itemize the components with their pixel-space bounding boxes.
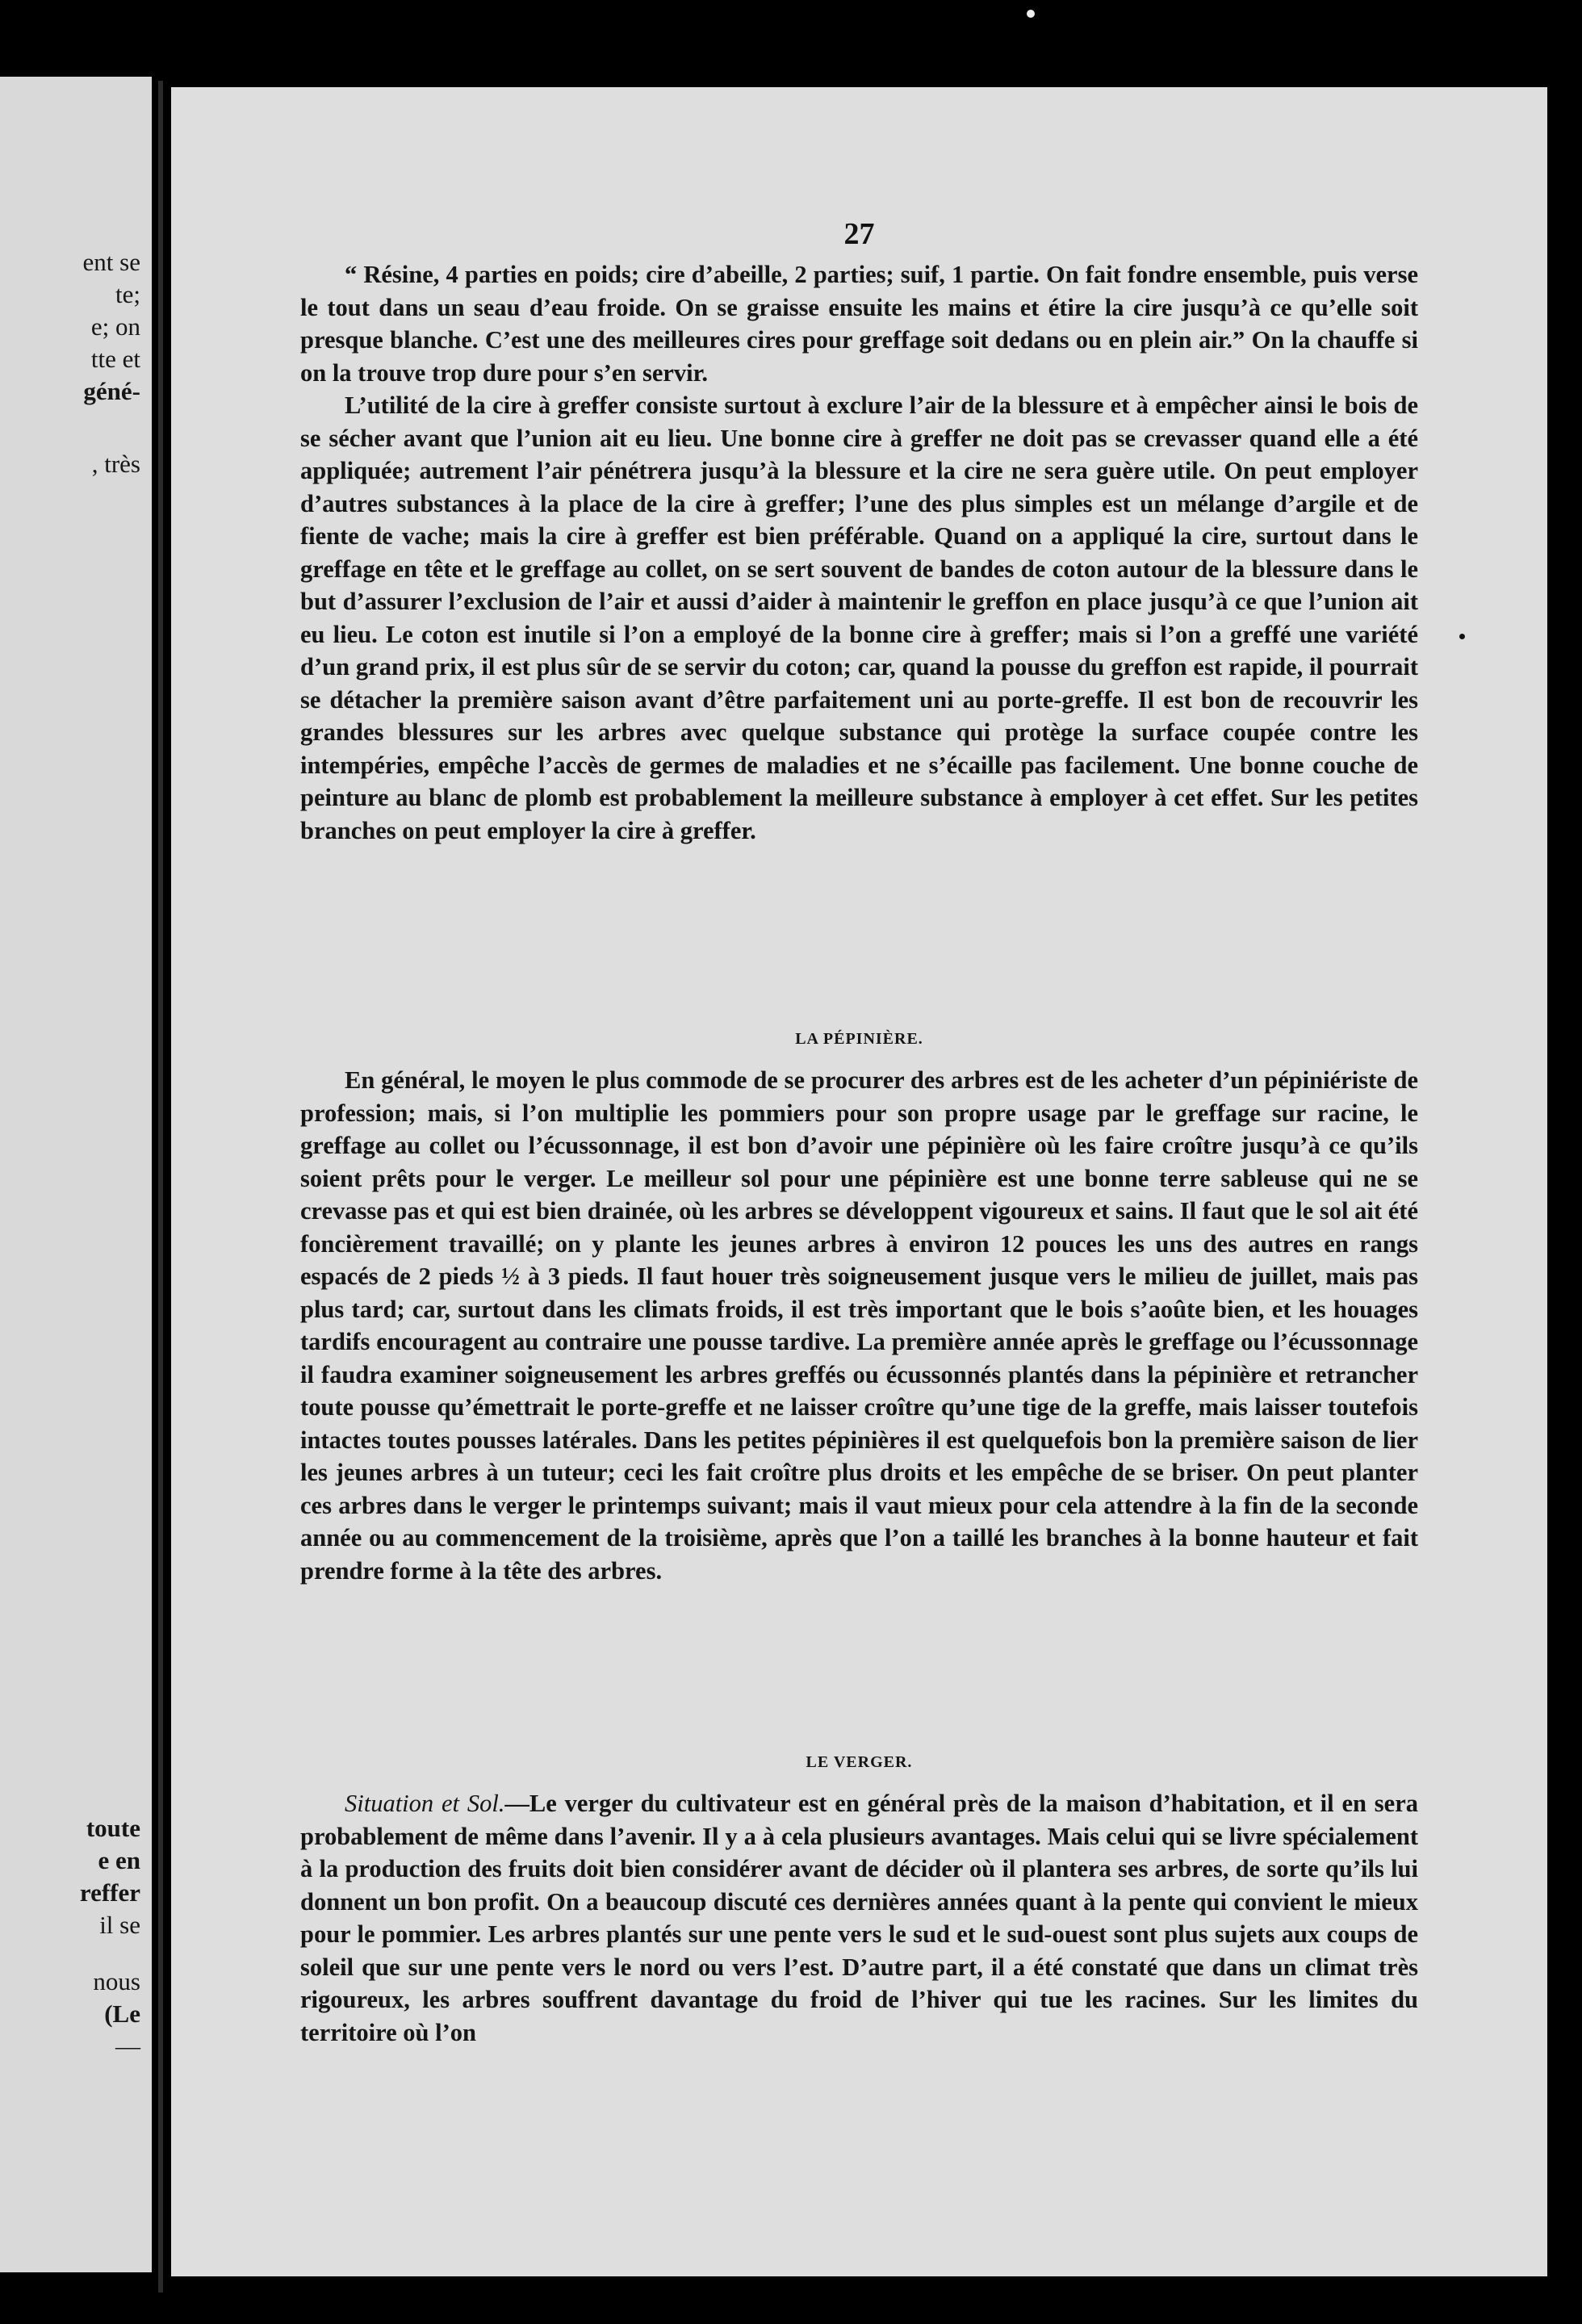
left-fragment-line: nous [93, 1967, 140, 1995]
scan-speck [1027, 10, 1035, 18]
left-fragment-line: (Le [104, 1999, 140, 2028]
paragraph: “ Résine, 4 parties en poids; cire d’abeille, 2 parties; suif, 1 partie. On fait fondre ensemble, puis verse le tout dans un seau d’eau froide. On se graisse ensuite les mains et étire la cire jusqu’à ce qu’elle soit presque blanche. C’est une des meilleures cires pour greffage soit dedans ou en plein air.” On la chauffe si on la trouve trop dure pour s’en servir. [300, 261, 1418, 387]
left-fragment-line: toute [86, 1814, 140, 1842]
paragraph: En général, le moyen le plus commode de se procurer des arbres est de les acheter d’un pépiniériste de profession; mais, si l’on multiplie les pommiers pour son propre usage par le greffage sur racine, le greffage au collet ou l’écussonnage, il est bon d’avoir une pépinière où les faire croître jusqu’à ce qu’ils soient prêts pour le verger. Le meilleur sol pour une pépinière est une bonne terre sableuse qui ne se crevasse pas et qui est bien drainée, où les arbres se développent vigoureux et sains. Il faut que le sol ait été foncièrement travaillé; on y plante les jeunes arbres à environ 12 pouces les uns des autres en rangs espacés de 2 pieds ½ à 3 pieds. Il faut houer très soigneusement jusque vers le milieu de juillet, mais pas plus tard; car, surtout dans les climats froids, il est très important que le bois s’aoûte bien, et les houages tardifs encouragent au contraire une pousse tardive. La première année après le greffage ou l’écussonnage il faudra examiner soigneusement les arbres greffés ou écussonnés plantés dans la pépinière et retrancher toute pousse qu’émettrait le porte-greffe et ne laisser croître qu’une tige de la greffe, mais laisser toutefois intactes toutes pousses latérales. Dans les petites pépinières il est quelquefois bon la première saison de lier les jeunes arbres à un tuteur; ceci les fait croître plus droits et les empêche de se briser. On peut planter ces arbres dans le verger le printemps suivant; mais il vaut mieux pour cela attendre à la fin de la seconde année ou au commencement de la troisième, après que l’on a taillé les branches à la bonne hauteur et fait prendre forme à la tête des arbres. [300, 1066, 1418, 1585]
verger-text: —Le verger du cultivateur est en général près de la maison d’habitation, et il en sera probablement de même dans l’avenir. Il y a à cela plusieurs avantages. Mais celui qui se livre spécialement à la production des fruits doit bien considérer avant de décider où il plantera ses arbres, de sorte qu’ils lui donnent un bon profit. On a beaucoup discuté ces dernières années quant à la pente qui convient le mieux pour le pommier. Les arbres plantés sur une pente vers le sud et le sud-ouest sont plus sujets aux coups de soleil que sur une pente vers le nord ou vers l’est. D’autre part, il a été constaté que dans un climat très rigoureux, les arbres souffrent davantage du froid de l’hiver qui tue les racines. Sur les limites du territoire où l’on [300, 1790, 1418, 2046]
scan-speck [1459, 634, 1465, 639]
section-heading-pepiniere: LA PÉPINIÈRE. [795, 1030, 923, 1048]
left-fragment-line [80, 1941, 140, 1966]
left-page-fragment [0, 77, 152, 2272]
page-number: 27 [843, 217, 875, 251]
left-fragment-line [83, 408, 140, 440]
paragraph: L’utilité de la cire à greffer consiste surtout à exclure l’air de la blessure et à empêcher ainsi le bois de se sécher avant que l’union ait eu lieu. Une bonne cire à greffer ne doit pas se crevasser quand elle a été appliquée; autrement l’air pénétrera jusqu’à la blessure et la cire ne sera guère utile. On peut employer d’autres substances à la place de la cire à greffer; l’une des plus simples est un mélange d’argile et de fiente de vache; mais la cire à greffer est bien préférable. Quand on a appliqué la cire, surtout dans le greffage en tête et le greffage au collet, on se sert souvent de bandes de coton autour de la blessure dans le but d’assurer l’exclusion de l’air et aussi d’aider à maintenir le greffon en place jusqu’à ce que l’union ait eu lieu. Le coton est inutile si l’on a employé de la bonne cire à greffer; mais si l’on a greffé une variété d’un grand prix, il est plus sûr de se servir du coton; car, quand la pousse du greffon est rapide, il pourrait se détacher la première saison avant d’être parfaitement uni au porte-greffe. Il est bon de recouvrir les grandes blessures sur les arbres avec quelque substance qui protège la surface coupée contre les intempéries, empêche l’accès de germes de maladies et ne s’écaille pas facilement. Une bonne couche de peinture au blanc de plomb est probablement la meilleure substance à employer à cet effet. Sur les petites branches on peut employer la cire à greffer. [300, 392, 1418, 844]
page-gutter [158, 81, 163, 2293]
grafting-wax-section [300, 258, 1418, 847]
left-fragment-line [83, 440, 140, 448]
document-page [171, 87, 1547, 2276]
paragraph [300, 1787, 1418, 2049]
pepiniere-section [300, 1064, 1418, 1587]
left-fragment-line: tte et [90, 345, 140, 373]
left-fragment-line: reffer [79, 1878, 140, 1907]
left-fragment-line: géné- [83, 377, 140, 405]
left-fragment-line: — [115, 2032, 140, 2060]
left-fragment-bottom [80, 1812, 140, 2062]
verger-section [300, 1787, 1418, 2049]
left-fragment-line: ent se [82, 248, 140, 276]
left-fragment-top [83, 246, 140, 480]
left-fragment-line: e en [98, 1846, 140, 1874]
left-fragment-line: te; [115, 280, 140, 308]
left-fragment-line: e; on [90, 312, 140, 341]
left-fragment-line: , très [91, 450, 140, 478]
left-fragment-line: il se [99, 1911, 140, 1939]
section-heading-verger: LE VERGER. [806, 1753, 913, 1771]
verger-lead-in: Situation et Sol. [345, 1790, 505, 1817]
